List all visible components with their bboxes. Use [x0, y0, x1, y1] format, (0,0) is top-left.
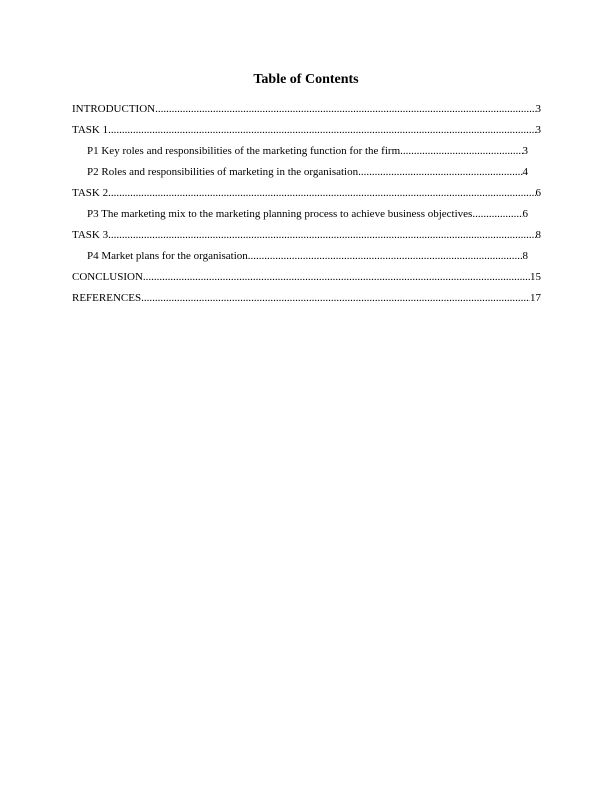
toc-page-number: 17 — [530, 292, 541, 304]
dot-leader — [358, 165, 522, 179]
toc-entry-label: TASK 3 — [72, 229, 109, 241]
toc-entry-task-2[interactable] — [72, 186, 541, 200]
dot-leader — [141, 291, 530, 305]
toc-entry-p3[interactable] — [87, 207, 528, 221]
toc-entry-label: TASK 1 — [72, 124, 109, 136]
toc-page-number: 3 — [522, 145, 528, 157]
toc-page-number: 6 — [535, 187, 541, 199]
toc-entry-p4[interactable] — [87, 249, 528, 263]
toc-entry-p1[interactable] — [87, 144, 528, 158]
toc-entry-label: P4 Market plans for the organisation — [87, 250, 248, 262]
toc-page-number: 3 — [535, 103, 541, 115]
dot-leader — [400, 144, 522, 158]
dot-leader — [248, 249, 523, 263]
dot-leader — [108, 186, 535, 200]
toc-entry-task-1[interactable] — [72, 123, 541, 137]
dot-leader — [143, 270, 530, 284]
toc-page-number: 4 — [522, 166, 528, 178]
toc-page-number: 8 — [535, 229, 541, 241]
toc-page-number: 8 — [522, 250, 528, 262]
dot-leader — [155, 102, 535, 116]
toc-entry-label: REFERENCES — [72, 292, 142, 304]
toc-page-number: 3 — [535, 124, 541, 136]
toc-entry-label: P3 The marketing mix to the marketing planning process to achieve business objectives. — [87, 208, 476, 220]
dot-leader — [475, 207, 522, 221]
toc-entry-label: P2 Roles and responsibilities of marketing in the organisation — [87, 166, 359, 178]
toc-entry-label: TASK 2 — [72, 187, 109, 199]
toc-entry-p2[interactable] — [87, 165, 528, 179]
toc-entry-conclusion[interactable] — [72, 270, 541, 284]
toc-entry-references[interactable] — [72, 291, 541, 305]
toc-entry-label: INTRODUCTION — [72, 103, 156, 115]
toc-page-number: 15 — [530, 271, 541, 283]
toc-entry-introduction[interactable] — [72, 102, 541, 116]
dot-leader — [108, 123, 535, 137]
toc-entry-task-3[interactable] — [72, 228, 541, 242]
dot-leader — [108, 228, 535, 242]
toc-page-number: 6 — [522, 208, 528, 220]
toc-title: Table of Contents — [253, 72, 359, 87]
toc-entry-label: CONCLUSION — [72, 271, 143, 283]
toc-entry-label: P1 Key roles and responsibilities of the marketing function for the firm — [87, 145, 401, 157]
